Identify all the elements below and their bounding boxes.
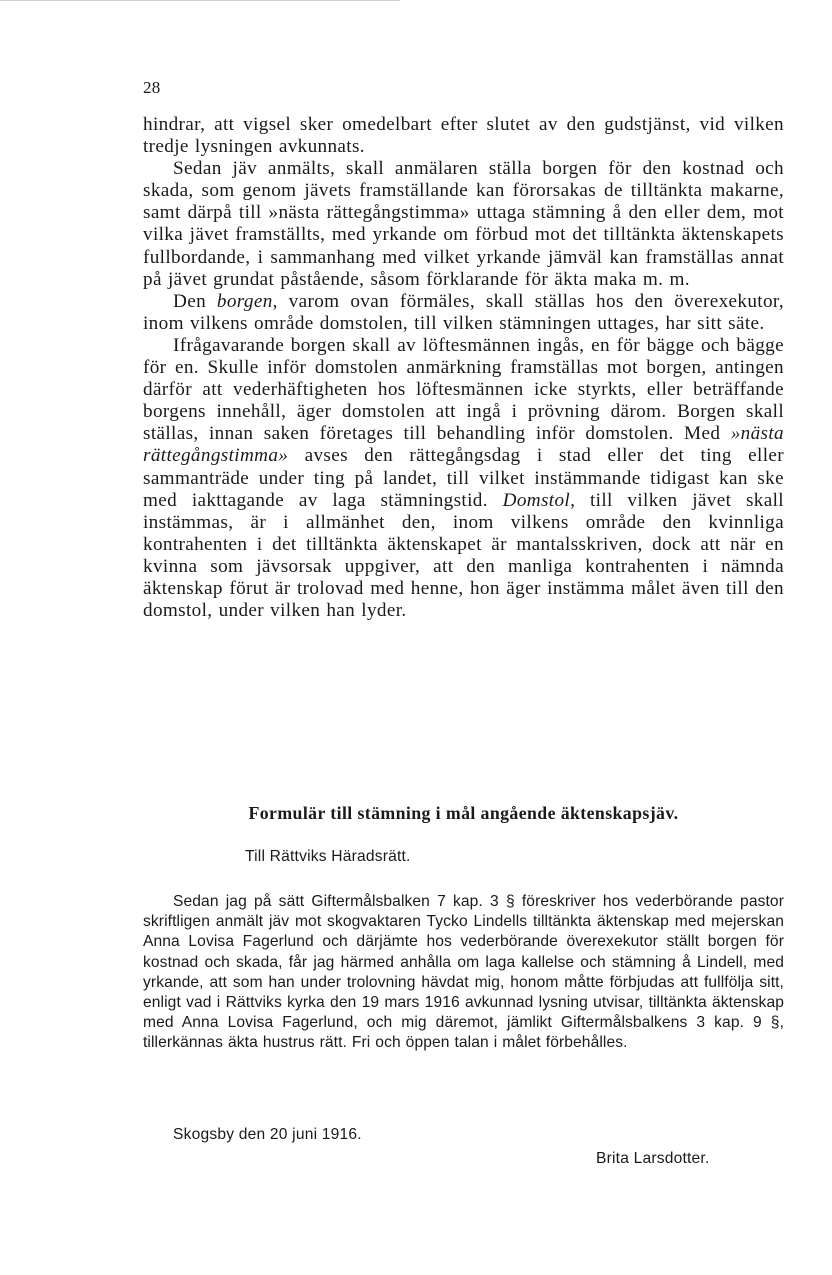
form-heading-text: Formulär till stämning i mål angående äktenskapsjäv. bbox=[248, 803, 679, 823]
paragraph-3-rest: varom ovan förmäles, skall ställas hos den överexekutor, inom vilkens område domstolen, till vilken stämningen uttages, har sitt säte. bbox=[143, 290, 785, 334]
paragraph-4-middle: avses den rättegångsdag i stad eller det ting eller sammanträde under ting på landet, till vilket instämmande tidigast kan ske med iakttagande av laga stämningstid. bbox=[143, 445, 784, 511]
main-text bbox=[143, 114, 784, 622]
paragraph-4-italic-term-1: »nästa rättegångstimma» bbox=[143, 423, 784, 467]
form-petition-text bbox=[143, 892, 784, 1054]
form-place-date: Skogsby den 20 juni 1916. bbox=[173, 1126, 362, 1143]
page-number: 28 bbox=[143, 78, 161, 97]
form-petition-body: Sedan jag på sätt Giftermålsbalken 7 kap. 3 § föreskriver hos vederbörande pastor skriftligen anmält jäv mot skogvaktaren Tycko Lindells tilltänkta äktenskap med mejerskan Anna Lovisa Fagerlund och därjämte hos vederbörande överexekutor ställt borgen för kostnad och skada, får jag härmed anhålla om laga kallelse och stämning å Lindell, med yrkande, att som han under trolovning hävdat mig, honom måtte förbjudas att fullfölja sitt, enligt vad i Rättviks kyrka den 19 mars 1916 avkunnad lysning utvisar, tilltänkta äktenskap med Anna Lovisa Fagerlund, och mig däremot, jämlikt Giftermålsbalkens 3 kap. 9 §, tillerkännas äkta hustrus rätt. Fri och öppen talan i målet förbehålles. bbox=[143, 893, 784, 1052]
paragraph-4-italic-term-2: Domstol, bbox=[502, 489, 576, 511]
paragraph-3-start: Den bbox=[173, 290, 217, 312]
paragraph-4-end: till vilken jävet skall instämmas, är i allmänhet den, inom vilkens område den kvinnliga kontrahenten i det tilltänkta äktenskapet är mantalsskriven, dock att när en kvinna som jävsorsak uppgiver, att den manliga kontrahenten i nämnda äktenskap förut är trolovad med henne, hon äger instämma målet även till den domstol, under vilken han lyder. bbox=[143, 489, 784, 622]
paragraph-2: Sedan jäv anmälts, skall anmälaren ställa borgen för den kostnad och skada, som genom jävets framställande kan förorsakas de tilltänkta makarne, samt därpå till »nästa rättegångstimma» uttaga stämning å den eller dem, mot vilka jävet framställts, med yrkande om förbud mot det tilltänkta äktenskapets fullbordande, i sammanhang med vilket yrkande jämväl kan framställas annat på jävet grundat påstående, såsom förklarande för äkta maka m. m. bbox=[143, 158, 784, 290]
form-heading bbox=[143, 803, 832, 824]
top-edge-rule bbox=[0, 0, 400, 1]
form-signature: Brita Larsdotter. bbox=[596, 1150, 710, 1167]
paragraph-4-start: Ifrågavarande borgen skall av löftesmännen ingås, en för bägge och bägge för en. Skulle inför domstolen anmärkning framställas mot borgen, antingen därför att vederhäftigheten hos löftesmännen icke styrkts, eller beträffande borgens innehåll, äger domstolen att ingå i prövning därom. Borgen skall ställas, innan saken företages till behandling inför domstolen. Med bbox=[143, 334, 784, 445]
paragraph-4 bbox=[143, 335, 784, 622]
paragraph-3-italic-term: borgen, bbox=[216, 290, 278, 312]
form-addressee: Till Rättviks Häradsrätt. bbox=[245, 848, 411, 865]
paragraph-1: hindrar, att vigsel sker omedelbart efter slutet av den gudstjänst, vid vilken tredje lysningen avkunnats. bbox=[143, 114, 784, 158]
paragraph-3 bbox=[143, 291, 784, 335]
